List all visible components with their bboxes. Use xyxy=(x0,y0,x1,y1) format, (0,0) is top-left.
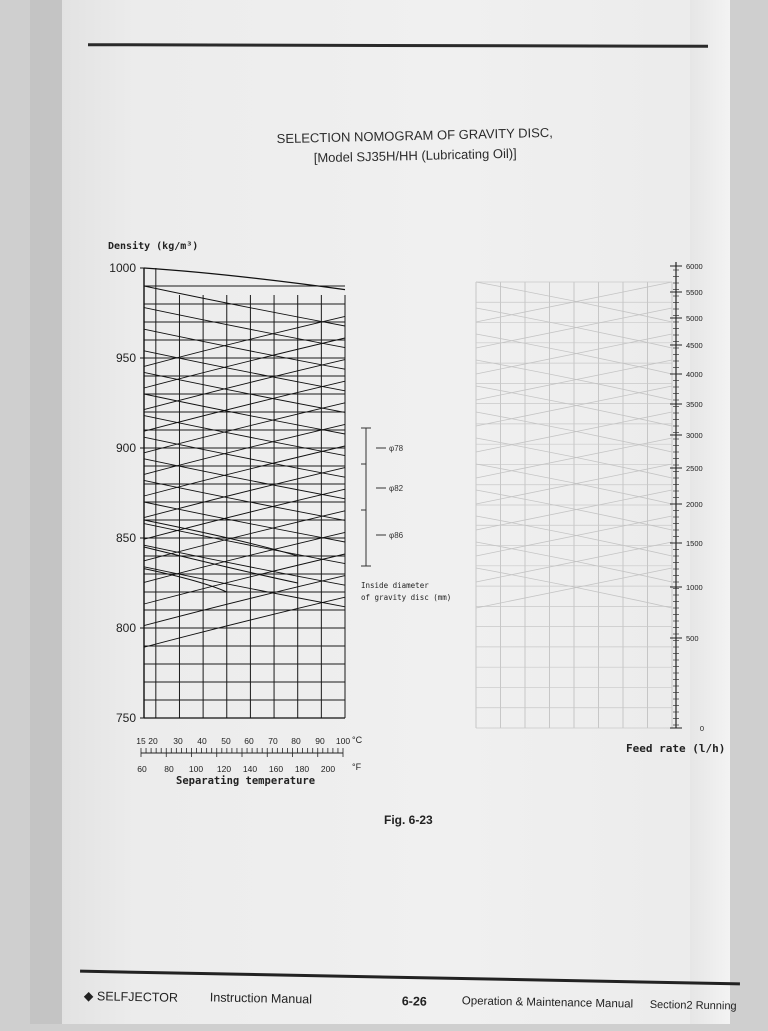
disc-curve-ascending xyxy=(144,532,345,582)
fahrenheit-tick-label: 100 xyxy=(188,764,204,774)
feed-rate-grid-faint xyxy=(476,282,672,728)
disc-curve-descending xyxy=(144,308,345,348)
celsius-tick-label: 60 xyxy=(244,736,254,746)
disc-curve-tail xyxy=(144,569,227,592)
feed-rate-tick-label: 1500 xyxy=(686,539,703,548)
disc-curve-descending xyxy=(144,459,345,499)
title-line-2: [Model SJ35H/HH (Lubricating Oil)] xyxy=(313,145,517,166)
fahrenheit-tick-label: 140 xyxy=(242,764,258,774)
density-tick-label: 950 xyxy=(115,351,136,365)
feed-rate-tick-label: 5500 xyxy=(686,288,703,297)
disc-78-label: φ78 xyxy=(389,444,404,453)
feed-rate-axis xyxy=(670,262,704,733)
density-axis-label: Density (kg/m³) xyxy=(108,241,199,252)
temperature-axis xyxy=(136,736,350,774)
celsius-tick-label: 40 xyxy=(197,736,207,746)
feed-rate-tick-label: 500 xyxy=(686,634,699,643)
feed-rate-tick-label: 4500 xyxy=(686,341,703,350)
footer-manual: Instruction Manual xyxy=(209,990,313,1007)
disc-curve-ascending xyxy=(144,338,345,388)
feed-rate-tick-label: 3000 xyxy=(686,431,703,440)
feed-rate-tick-label: 4000 xyxy=(686,370,703,379)
footer-page-number: 6-26 xyxy=(401,994,427,1009)
celsius-tick-label: 70 xyxy=(268,736,278,746)
feed-rate-axis-label: Feed rate (l/h) xyxy=(626,742,726,755)
celsius-tick-label: 100 xyxy=(335,736,351,746)
feed-rate-tick-label: 1000 xyxy=(686,583,703,592)
disc-curve-ascending xyxy=(144,468,345,518)
celsius-tick-label: 20 xyxy=(148,736,158,746)
disc-curve-descending xyxy=(144,524,345,564)
density-tick-label: 750 xyxy=(115,711,136,725)
fahrenheit-tick-label: 120 xyxy=(216,764,232,774)
fahrenheit-tick-label: 60 xyxy=(137,764,147,774)
disc-curve-descending xyxy=(144,394,345,434)
figure-caption: Fig. 6-23 xyxy=(384,813,433,827)
feed-rate-tick-label: 5000 xyxy=(686,314,703,323)
feed-rate-tick-label: 6000 xyxy=(686,262,703,271)
disc-curve-descending xyxy=(144,351,345,391)
celsius-tick-label: 50 xyxy=(221,736,231,746)
disc-curve-descending xyxy=(144,372,345,412)
disc-curve-descending xyxy=(144,437,345,477)
disc-curve-ascending xyxy=(144,597,345,647)
disc-curve-ascending xyxy=(144,360,345,410)
disc-curve-descending xyxy=(144,480,345,520)
feed-rate-tick-label: 2000 xyxy=(686,500,703,509)
celsius-tick-label: 15 xyxy=(136,736,146,746)
disc-curve-ascending xyxy=(144,424,345,474)
disc-curve-ascending xyxy=(144,381,345,431)
disc-curve-ascending xyxy=(144,489,345,539)
celsius-unit: °C xyxy=(352,735,363,745)
disc-scale-label-2: of gravity disc (mm) xyxy=(361,593,452,602)
disc-curve-descending xyxy=(144,416,345,456)
fahrenheit-unit: °F xyxy=(352,762,362,772)
disc-curve-ascending xyxy=(144,316,345,366)
disc-curve-descending xyxy=(144,567,345,607)
disc-curve-ascending xyxy=(144,403,345,453)
footer-doc-title: Operation & Maintenance Manual xyxy=(461,995,634,1011)
disc-curve-ascending xyxy=(144,576,345,626)
footer-brand: ◆ SELFJECTOR xyxy=(83,988,179,1005)
fahrenheit-tick-label: 80 xyxy=(164,764,174,774)
feed-rate-tick-label: 3500 xyxy=(686,400,703,409)
density-tick-label: 1000 xyxy=(109,261,136,275)
disc-curve-descending xyxy=(144,286,345,326)
feed-rate-tick-label: 2500 xyxy=(686,464,703,473)
disc-diameter-scale xyxy=(361,428,451,602)
fahrenheit-tick-label: 200 xyxy=(320,764,336,774)
celsius-tick-label: 30 xyxy=(173,736,183,746)
disc-82-label: φ82 xyxy=(389,484,404,493)
density-tick-label: 900 xyxy=(115,441,136,455)
disc-curve-tail xyxy=(144,547,298,583)
footer-section: Section2 Running xyxy=(649,998,737,1013)
disc-86-label: φ86 xyxy=(389,531,404,540)
celsius-tick-label: 90 xyxy=(315,736,325,746)
title-line-1: SELECTION NOMOGRAM OF GRAVITY DISC, xyxy=(276,124,553,147)
celsius-tick-label: 80 xyxy=(291,736,301,746)
temperature-axis-label: Separating temperature xyxy=(176,775,316,787)
density-axis xyxy=(109,261,144,725)
density-tick-label: 850 xyxy=(115,531,136,545)
disc-curve-ascending xyxy=(144,446,345,496)
disc-curve-descending xyxy=(144,502,345,542)
disc-curve-ascending xyxy=(144,554,345,604)
density-tick-label: 800 xyxy=(115,621,136,635)
disc-curve-descending xyxy=(144,329,345,369)
fahrenheit-tick-label: 180 xyxy=(294,764,310,774)
disc-curve-descending xyxy=(144,545,345,585)
fahrenheit-tick-label: 160 xyxy=(268,764,284,774)
disc-curve-ascending xyxy=(144,511,345,561)
disc-scale-label-1: Inside diameter xyxy=(361,581,429,590)
feed-rate-tick-label: 0 xyxy=(699,724,704,733)
